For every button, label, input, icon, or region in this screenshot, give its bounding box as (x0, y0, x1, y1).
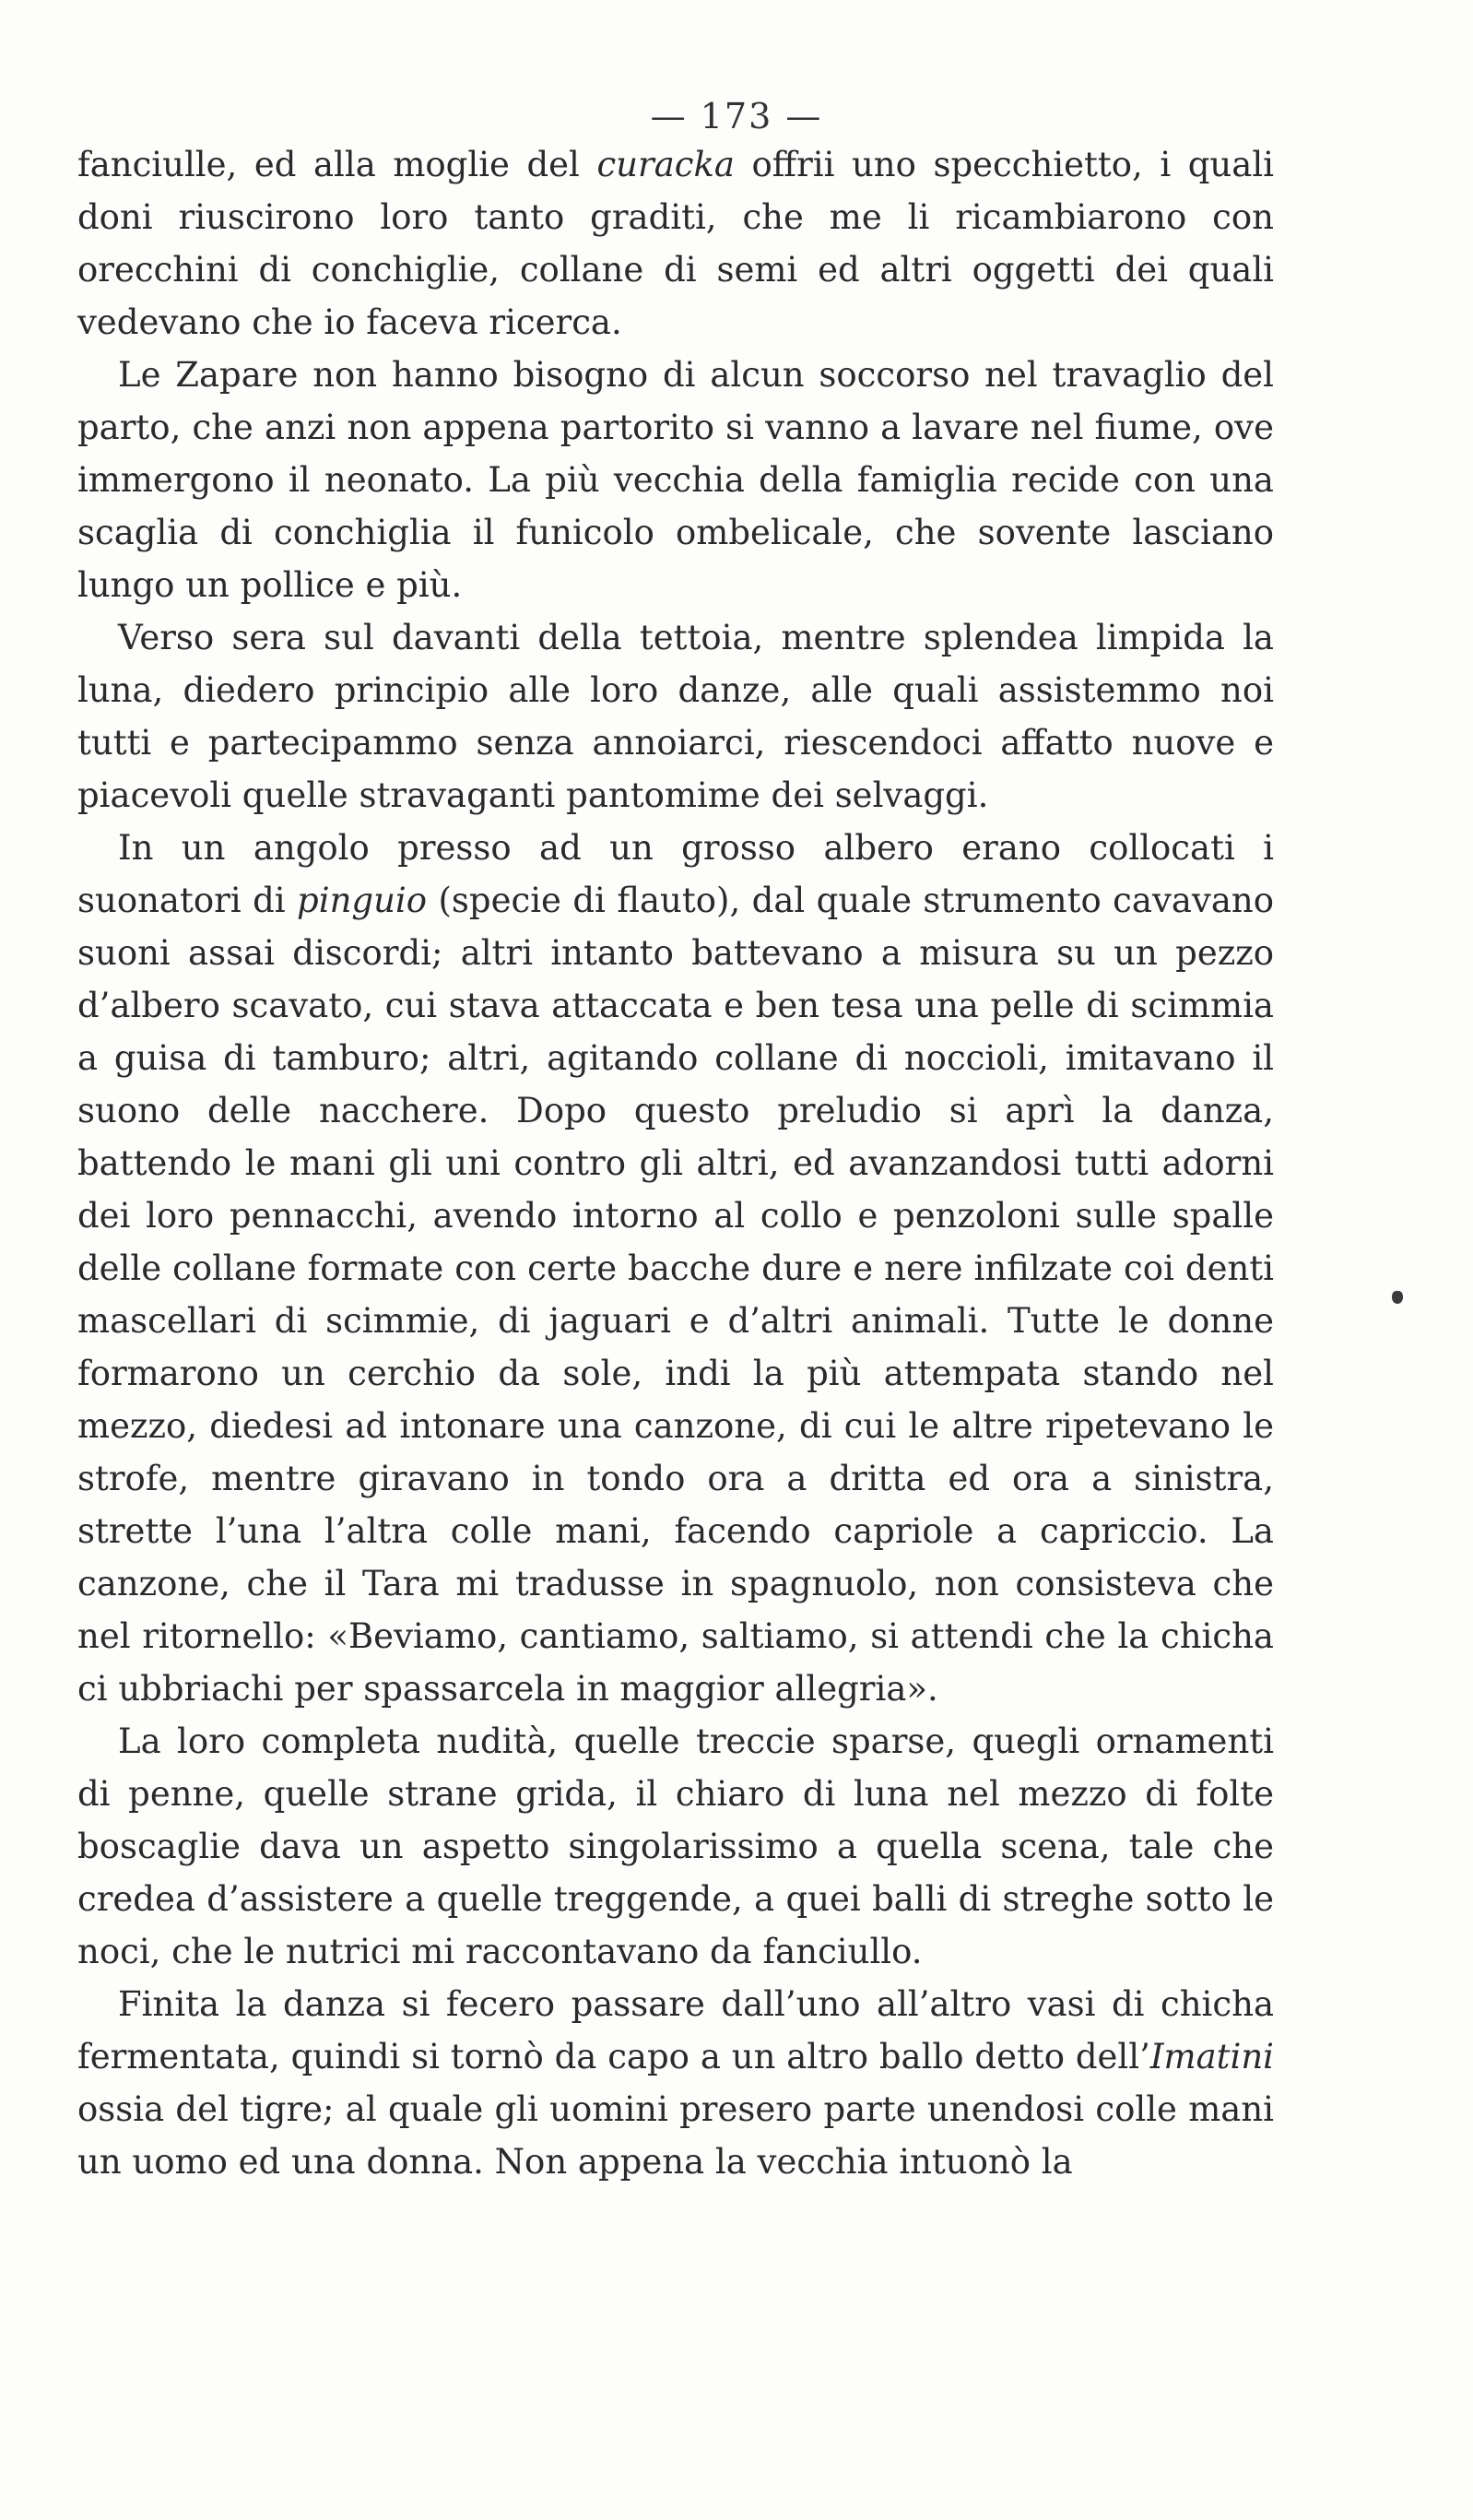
body-text (77, 138, 1274, 2188)
text-run: Finita la danza si fecero passare dall’uno all’altro vasi di chicha fermentata, quindi si tornò da capo a un altro ballo detto dell’ (77, 1984, 1274, 2076)
paragraph-5 (77, 1715, 1274, 1978)
text-run: offrii uno specchietto, i quali doni riuscirono loro tanto graditi, che me li ricambiarono con orecchini di conchiglie, collane di semi ed altri oggetti dei quali vedevano che io faceva ricerca. (77, 145, 1274, 342)
text-run: In un angolo presso ad un grosso albero erano collocati i suonatori di (77, 828, 1274, 920)
italic-term: pinguio (297, 881, 428, 920)
text-run: Le Zapare non hanno bisogno di alcun soccorso nel travaglio del parto, che anzi non appena partorito si vanno a lavare nel fiume, ove immergono il neonato. La più vecchia della famiglia recide con una scaglia di conchiglia il funicolo ombelicale, che sovente lasciano lungo un pollice e più. (77, 355, 1274, 605)
text-run: (specie di flauto), dal quale strumento cavavano suoni assai discordi; altri intanto battevano a misura su un pezzo d’albero scavato, cui stava attaccata e ben tesa una pelle di scimmia a guisa di tamburo; altri, agitando collane di noccioli, imitavano il suono delle nacchere. Dopo questo preludio si aprì la danza, battendo le mani gli uni contro gli altri, ed avanzandosi tutti adorni dei loro pennacchi, avendo intorno al collo e penzoloni sulle spalle delle collane formate con certe bacche dure e nere infilzate coi denti mascellari di scimmie, di jaguari e d’altri animali. Tutte le donne formarono un cerchio da sole, indi la più attempata stando nel mezzo, diedesi ad intonare una canzone, di cui le altre ripetevano le strofe, mentre giravano in tondo ora a dritta ed ora a sinistra, strette l’una l’altra colle mani, facendo capriole a capriccio. La canzone, che il Tara mi tradusse in spagnuolo, non consisteva che nel ritornello: «Beviamo, cantiamo, saltiamo, si attendi che la chicha ci ubbriachi per spassarcela in maggior allegria». (77, 881, 1274, 1709)
italic-term: Imatini (1149, 2037, 1274, 2076)
paragraph-6 (77, 1978, 1274, 2188)
page-number: — 173 — (650, 96, 823, 136)
italic-term: curacka (596, 145, 735, 184)
paragraph-2 (77, 349, 1274, 611)
paragraph-3 (77, 611, 1274, 822)
paragraph-4 (77, 822, 1274, 1715)
text-run: Verso sera sul davanti della tettoia, mentre splendea limpida la luna, diedero principio alle loro danze, alle quali assistemmo noi tutti e partecipammo senza annoiarci, riescendoci affatto nuove e piacevoli quelle stravaganti pantomime dei selvaggi. (77, 618, 1274, 815)
text-run: fanciulle, ed alla moglie del (77, 145, 597, 184)
ink-spot-mark (1392, 1291, 1403, 1304)
paragraph-1 (77, 138, 1274, 349)
text-run: La loro completa nudità, quelle treccie sparse, quegli ornamenti di penne, quelle strane grida, il chiaro di luna nel mezzo di folte boscaglie dava un aspetto singolarissimo a quella scena, tale che credea d’assistere a quelle treggende, a quei balli di streghe sotto le noci, che le nutrici mi raccontavano da fanciullo. (77, 1721, 1274, 1971)
text-run: ossia del tigre; al quale gli uomini presero parte unendosi colle mani un uomo ed una donna. Non appena la vecchia intuonò la (77, 2089, 1274, 2182)
